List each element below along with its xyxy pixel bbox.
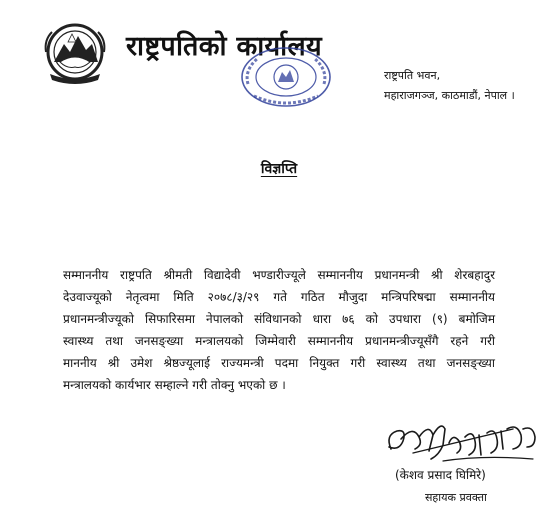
- notice-line: सम्माननीय राष्ट्रपति श्रीमती विद्यादेवी भण्डारीज्यूले सम्माननीय प्रधानमन्त्री श्री शेरबहादुर: [63, 268, 495, 282]
- nepal-emblem-icon: [40, 22, 110, 84]
- notice-line: स्वास्थ्य तथा जनसङ्ख्या मन्त्रालयको जिम्मेवारी सम्माननीय प्रधानमन्त्रीज्यूसँगै रहने गरी: [63, 334, 495, 348]
- signer-name: (केशव प्रसाद घिमिरे): [395, 468, 486, 482]
- address-line-1: राष्ट्रपति भवन,: [384, 69, 441, 82]
- office-seal-icon: [238, 44, 334, 110]
- signer-designation: सहायक प्रवक्ता: [425, 491, 487, 504]
- office-address: [384, 66, 515, 106]
- notice-line: देउवाज्यूको नेतृत्वमा मिति २०७८/३/२९ गते गठित मौजुदा मन्त्रिपरिषद्मा सम्माननीय: [63, 290, 495, 304]
- office-title: राष्ट्रपतिको कार्यालय: [126, 31, 322, 62]
- notice-line: मन्त्रालयको कार्यभार सम्हाल्ने गरी तोक्नु भएको छ ।: [63, 378, 286, 392]
- address-line-2: महाराजगञ्ज, काठमाडौं, नेपाल ।: [384, 89, 515, 102]
- notice-heading: विज्ञप्ति: [260, 161, 298, 177]
- notice-line: प्रधानमन्त्रीज्यूको सिफारिसमा नेपालको संविधानको धारा ७६ को उपधारा (९) बमोजिम: [63, 312, 495, 326]
- notice-body: [63, 264, 495, 396]
- notice-line: माननीय श्री उमेश श्रेष्ठज्यूलाई राज्यमन्त्री पदमा नियुक्त गरी स्वास्थ्य तथा जनसङ्ख्या: [63, 356, 495, 370]
- handwritten-signature: [383, 415, 543, 467]
